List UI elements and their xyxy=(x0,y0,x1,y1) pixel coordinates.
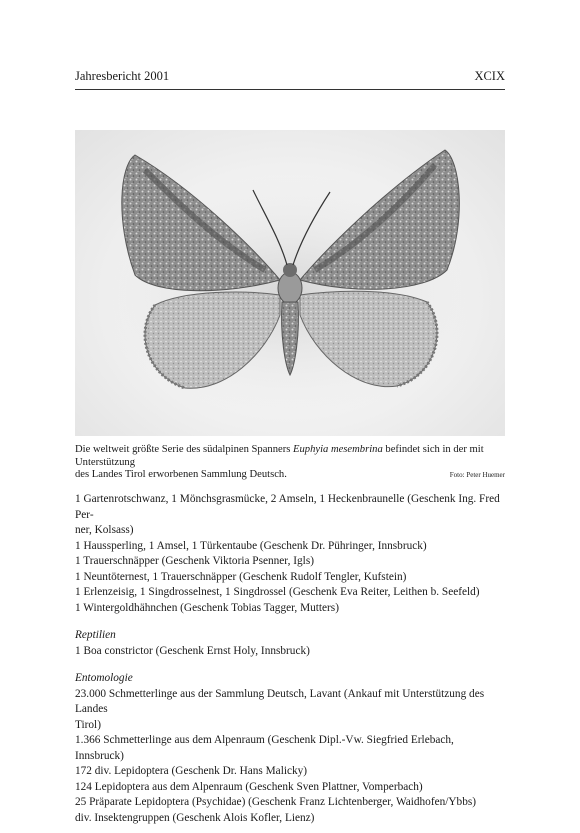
donation-list xyxy=(75,492,505,826)
section-heading-entomology: Entomologie xyxy=(75,672,133,684)
list-item: ner, Kolsass) xyxy=(75,524,134,536)
photo-credit: Foto: Peter Huemer xyxy=(449,471,505,479)
list-item: div. Insektengruppen (Geschenk Alois Kofler, Lienz) xyxy=(75,811,315,824)
list-item: 23.000 Schmetterlinge aus der Sammlung Deutsch, Lavant (Ankauf mit Unterstützung des Landes xyxy=(75,687,485,715)
list-item: 1 Gartenrotschwanz, 1 Mönchsgrasmücke, 2 Amseln, 1 Heckenbraunelle (Geschenk Ing. Fred Per- xyxy=(75,493,500,521)
caption-text-2: befindet sich in der mit Unterstützung xyxy=(75,444,484,468)
page-number: XCIX xyxy=(474,69,505,83)
list-item: 25 Präparate Lepidoptera (Psychidae) (Geschenk Franz Lichtenberger, Waidhofen/Ybbs) xyxy=(75,796,476,808)
list-item: 1 Haussperling, 1 Amsel, 1 Türkentaube (Geschenk Dr. Pühringer, Innsbruck) xyxy=(75,539,427,552)
report-title: Jahresbericht 2001 xyxy=(75,69,170,83)
list-item: 1.366 Schmetterlinge aus dem Alpenraum (Geschenk Dipl.-Vw. Siegfried Erlebach, Innsbruck) xyxy=(75,734,454,762)
figure-caption xyxy=(75,444,505,482)
caption-text-3: des Landes Tirol erworbenen Sammlung Deutsch. xyxy=(75,469,287,480)
caption-species: Euphyia mesembrina xyxy=(293,444,383,455)
list-item: 1 Erlenzeisig, 1 Singdrosselnest, 1 Singdrossel (Geschenk Eva Reiter, Leithen b. Seefeld) xyxy=(75,586,480,598)
list-item: 1 Wintergoldhähnchen (Geschenk Tobias Tagger, Mutters) xyxy=(75,601,339,614)
list-item: 172 div. Lepidoptera (Geschenk Dr. Hans Malicky) xyxy=(75,765,308,777)
running-header xyxy=(75,69,505,83)
list-item: 1 Trauerschnäpper (Geschenk Viktoria Psenner, Igls) xyxy=(75,555,314,567)
list-item: Tirol) xyxy=(75,718,101,731)
moth-illustration xyxy=(75,130,505,436)
caption-text-1: Die weltweit größte Serie des südalpinen Spanners xyxy=(75,444,293,455)
header-rule xyxy=(75,89,505,90)
list-item: 1 Neuntöternest, 1 Trauerschnäpper (Geschenk Rudolf Tengler, Kufstein) xyxy=(75,570,407,583)
list-item: 124 Lepidoptera aus dem Alpenraum (Geschenk Sven Plattner, Vomperbach) xyxy=(75,780,423,793)
moth-photo xyxy=(75,130,505,436)
section-heading-reptiles: Reptilien xyxy=(75,629,116,641)
list-item: 1 Boa constrictor (Geschenk Ernst Holy, Innsbruck) xyxy=(75,644,310,657)
head xyxy=(283,263,297,277)
